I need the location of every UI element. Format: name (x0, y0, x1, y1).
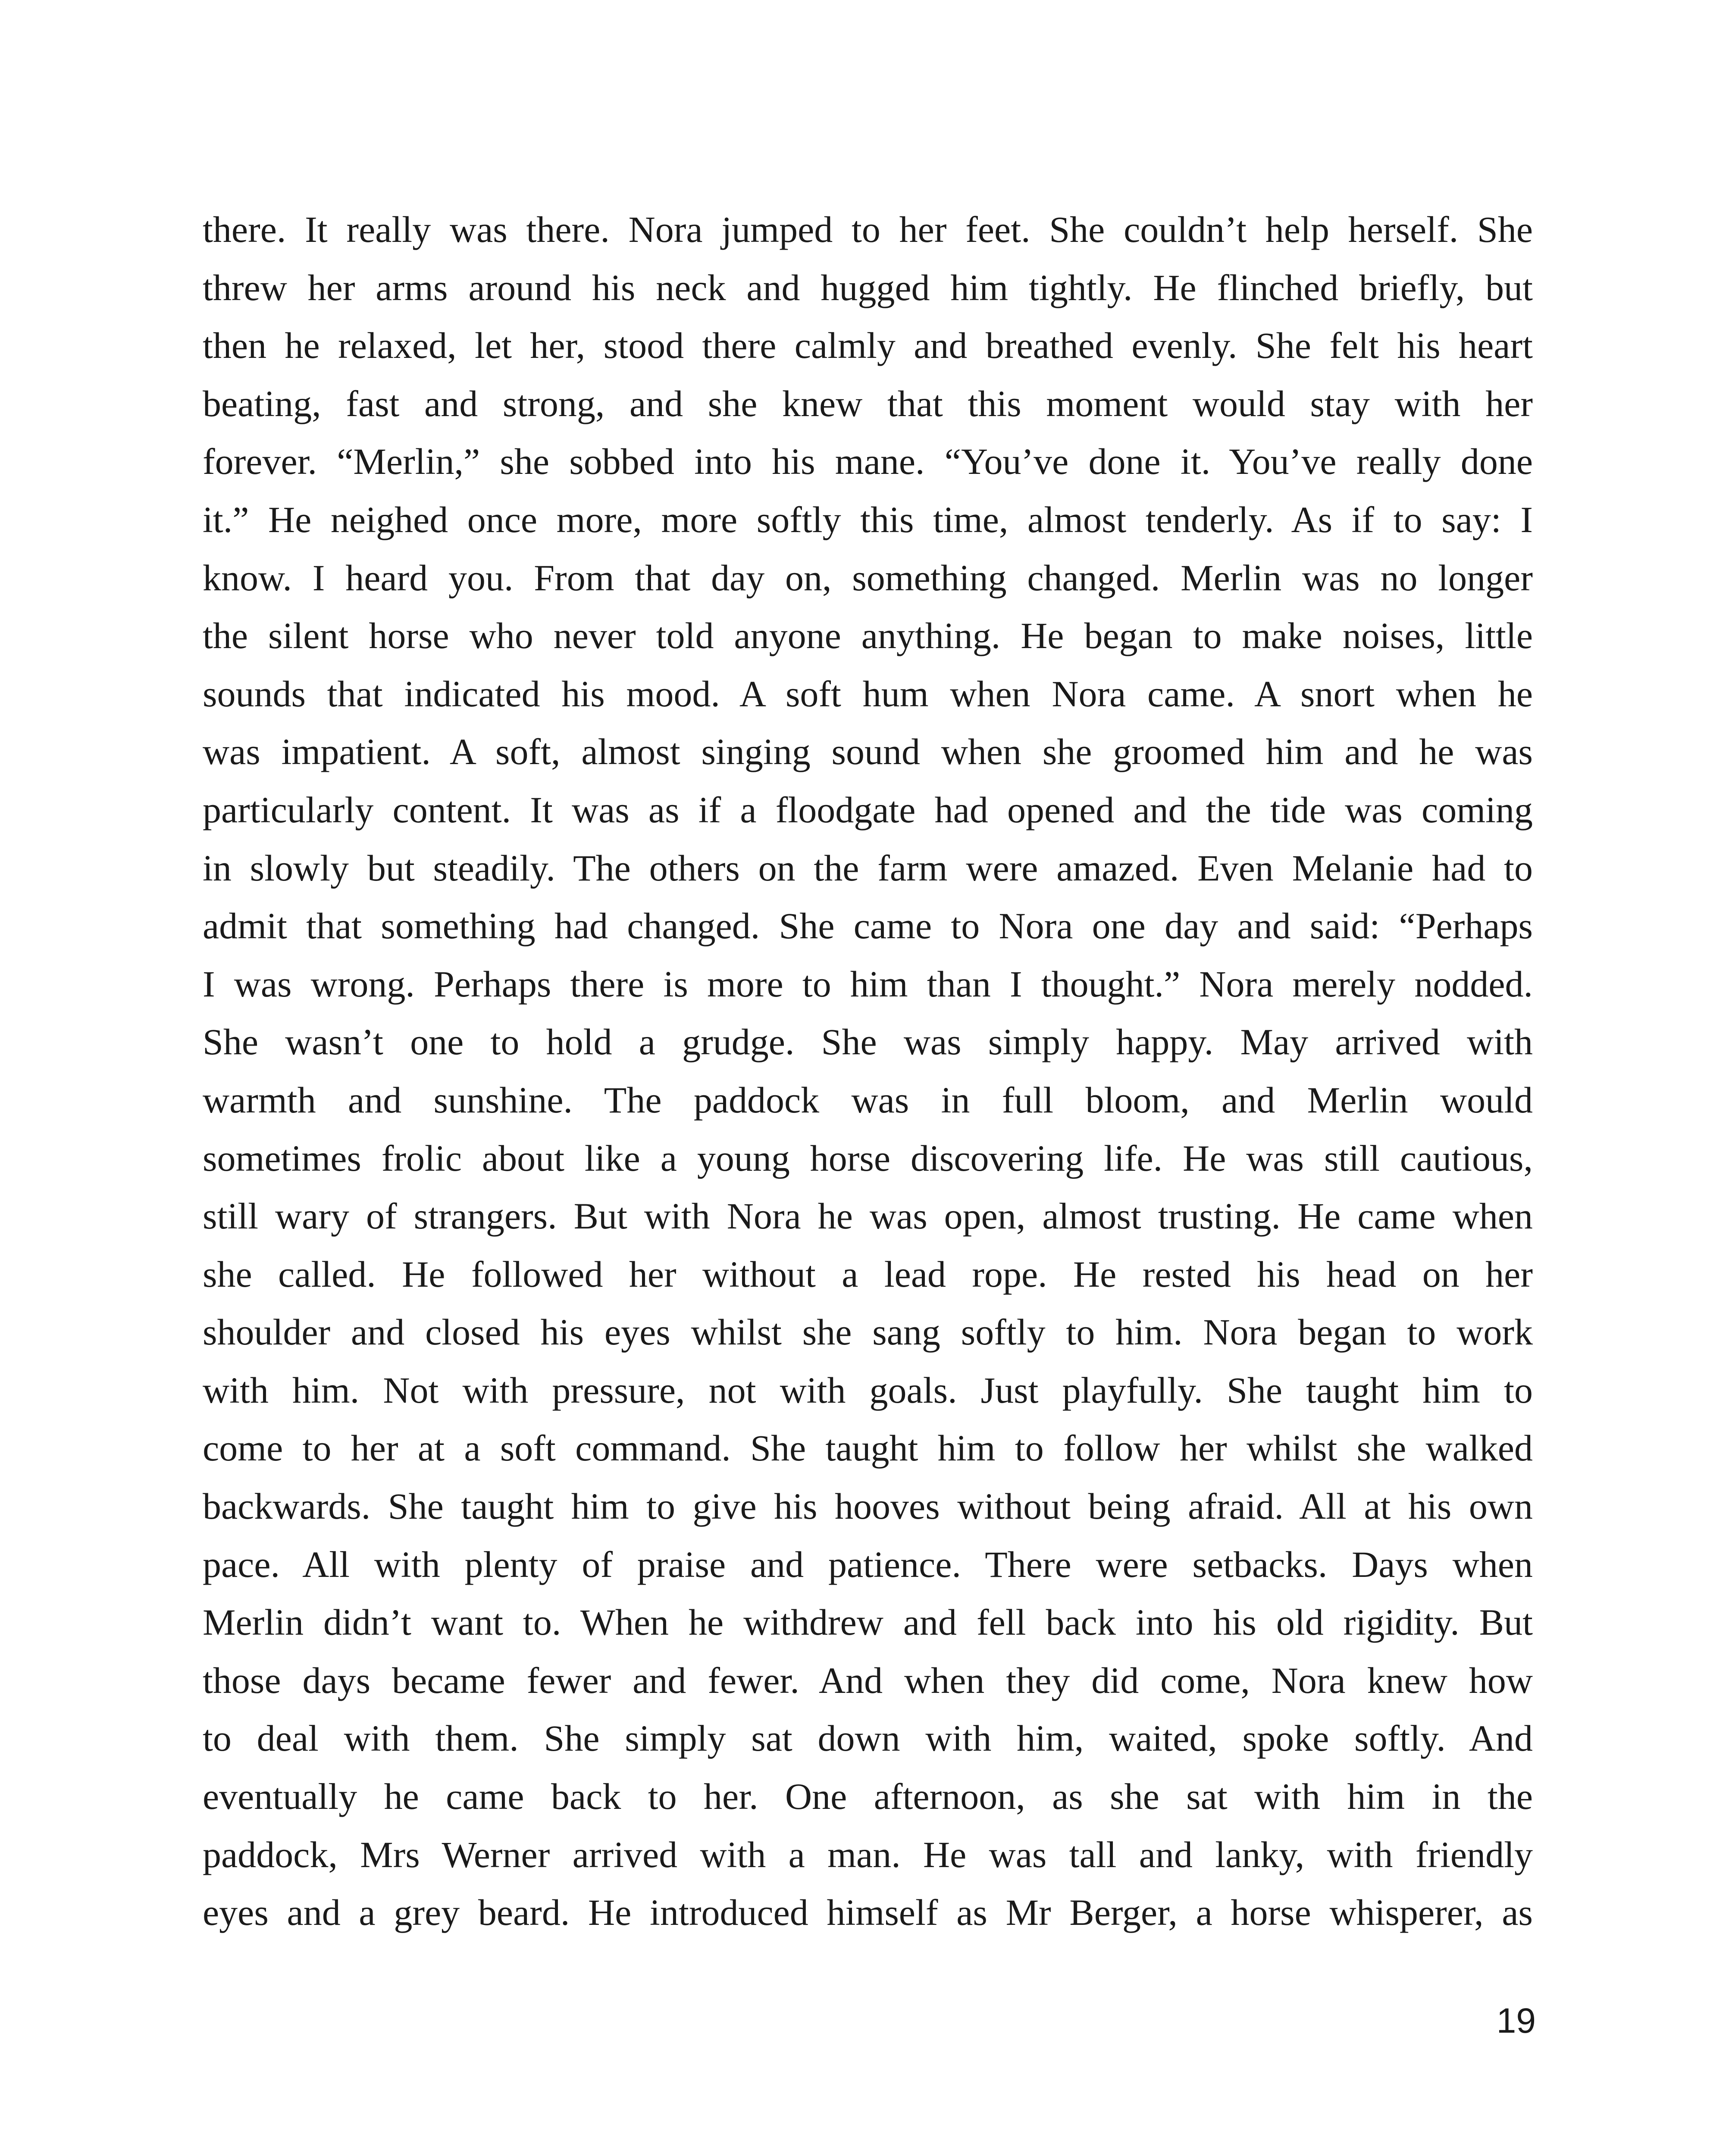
text-line: those days became fewer and fewer. And when they did come, Nora knew how (203, 1659, 1533, 1701)
text-line: sounds that indicated his mood. A soft hum when Nora came. A snort when he (203, 673, 1533, 714)
text-line: still wary of strangers. But with Nora he was open, almost trusting. He came when (203, 1195, 1533, 1237)
text-line: beating, fast and strong, and she knew that this moment would stay with her (203, 382, 1533, 424)
text-line: backwards. She taught him to give his hooves without being afraid. All at his own (203, 1485, 1533, 1527)
text-line: shoulder and closed his eyes whilst she sang softly to him. Nora began to work (203, 1311, 1533, 1353)
text-line: then he relaxed, let her, stood there calmly and breathed evenly. She felt his heart (203, 325, 1533, 367)
text-line: there. It really was there. Nora jumped to her feet. She couldn’t help herself. She (203, 209, 1533, 250)
text-line: Merlin didn’t want to. When he withdrew and fell back into his old rigidity. But (203, 1601, 1533, 1643)
text-line: pace. All with plenty of praise and patience. There were setbacks. Days when (203, 1543, 1533, 1585)
text-line: eventually he came back to her. One afternoon, as she sat with him in the (203, 1776, 1533, 1818)
text-line: forever. “Merlin,” she sobbed into his mane. “You’ve done it. You’ve really done (203, 441, 1533, 483)
text-line: with him. Not with pressure, not with goals. Just playfully. She taught him to (203, 1369, 1533, 1411)
page-number: 19 (1496, 2001, 1536, 2040)
text-line: she called. He followed her without a lead rope. He rested his head on her (203, 1253, 1533, 1295)
text-line: to deal with them. She simply sat down with him, waited, spoke softly. And (203, 1717, 1533, 1759)
text-line: the silent horse who never told anyone anything. He began to make noises, little (203, 615, 1533, 657)
text-line: was impatient. A soft, almost singing sound when she groomed him and he was (203, 731, 1533, 773)
text-line: warmth and sunshine. The paddock was in full bloom, and Merlin would (203, 1079, 1533, 1121)
text-line: sometimes frolic about like a young horse discovering life. He was still cautious, (203, 1137, 1533, 1179)
text-line: admit that something had changed. She came to Nora one day and said: “Perhaps (203, 905, 1533, 947)
text-line: it.” He neighed once more, more softly this time, almost tenderly. As if to say: I (203, 498, 1533, 540)
text-line: She wasn’t one to hold a grudge. She was simply happy. May arrived with (203, 1021, 1533, 1063)
text-line: know. I heard you. From that day on, something changed. Merlin was no longer (203, 557, 1533, 599)
body-text (203, 201, 1533, 1942)
text-line: particularly content. It was as if a floodgate had opened and the tide was coming (203, 789, 1533, 830)
text-line: I was wrong. Perhaps there is more to him than I thought.” Nora merely nodded. (203, 963, 1533, 1005)
text-line: paddock, Mrs Werner arrived with a man. He was tall and lanky, with friendly (203, 1833, 1533, 1875)
text-line: threw her arms around his neck and hugged him tightly. He flinched briefly, but (203, 266, 1533, 308)
text-line: in slowly but steadily. The others on the farm were amazed. Even Melanie had to (203, 847, 1533, 889)
text-line: come to her at a soft command. She taught him to follow her whilst she walked (203, 1427, 1533, 1469)
text-line: eyes and a grey beard. He introduced himself as Mr Berger, a horse whisperer, as (203, 1892, 1533, 1934)
